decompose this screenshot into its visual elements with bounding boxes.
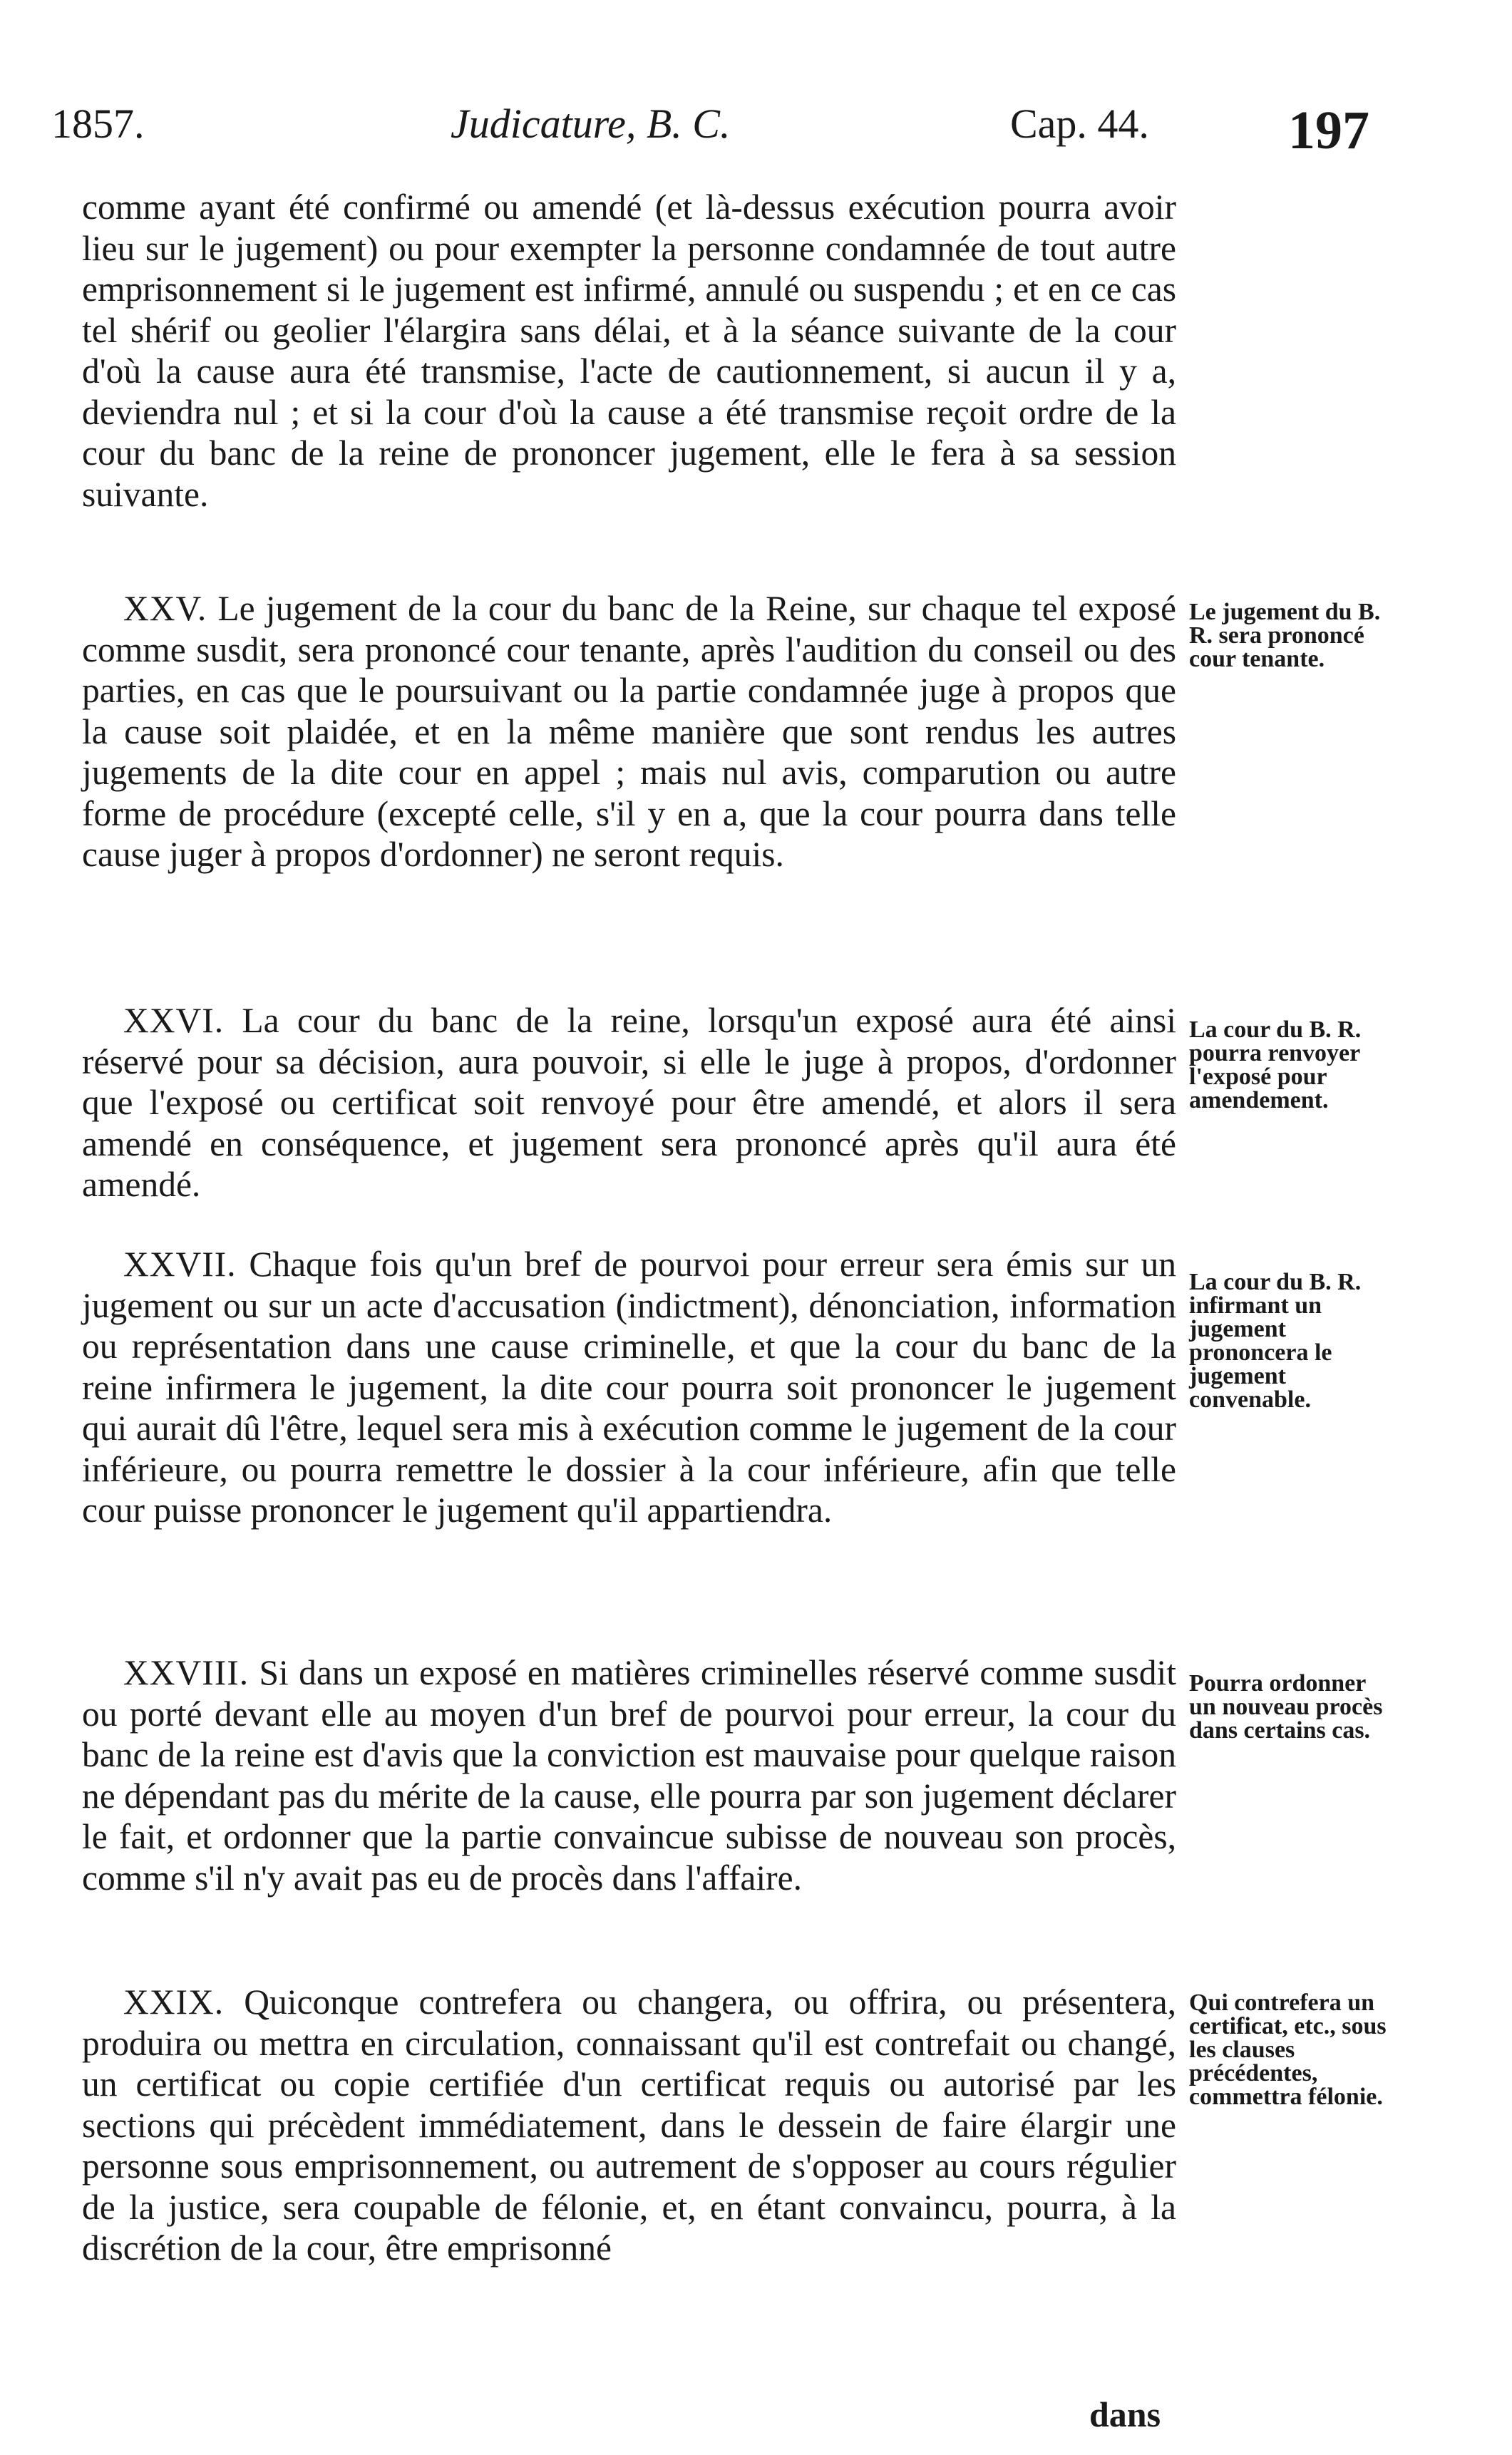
section-text: Chaque fois qu'un bref de pourvoi pour erreur sera émis sur un jugement ou sur un acte d'accusation (indictment), dénonciation, information ou représentation dans une cause criminelle, et que la cour du banc de la reine infirmera le jugement, la dite cour pourra soit prononcer le jugement qui aurait dû l'être, lequel sera mis à exécution comme le jugement de la cour inférieure, ou pourra remettre le dossier à la cour inférieure, afin que telle cour puisse prononcer le jugement qu'il appartiendra. bbox=[82, 1245, 1176, 1530]
page-number: 197 bbox=[1288, 101, 1369, 160]
section-text: Le jugement de la cour du banc de la Reine, sur chaque tel exposé comme susdit, sera prononcé cour tenante, après l'audition du conseil ou des parties, en cas que le poursuivant ou la partie condamnée juge à propos que la cause soit plaidée, et en la même manière que sont rendus les autres jugements de la dite cour en appel ; mais nul avis, comparution ou autre forme de procédure (excepté celle, s'il y en a, que la cour pourra dans telle cause juger à propos d'ordonner) ne seront requis. bbox=[82, 589, 1176, 874]
section-paragraph bbox=[82, 1982, 1176, 2269]
section-xxvii bbox=[82, 1244, 1176, 1531]
continuation-text: comme ayant été confirmé ou amendé (et là-dessus exécution pourra avoir lieu sur le jugement) ou pour exempter la personne condamnée de tout autre emprisonnement si le jugement est infirmé, annulé ou suspendu ; et en ce cas tel shérif ou geolier l'élargira sans délai, et à la séance suivante de la cour d'où la cause aura été transmise, l'acte de cautionnement, si aucun il y a, deviendra nul ; et si la cour d'où la cause a été transmise reçoit ordre de la cour du banc de la reine de prononcer jugement, elle le fera à sa session suivante. bbox=[82, 187, 1176, 514]
catchword: dans bbox=[1089, 2394, 1161, 2434]
section-xxviii bbox=[82, 1652, 1176, 1898]
section-paragraph bbox=[82, 1652, 1176, 1898]
margin-note-xxvi: La cour du B. R. pourra renvoyer l'exposé pour amendement. bbox=[1189, 1017, 1362, 1113]
section-xxvi bbox=[82, 1000, 1176, 1205]
margin-note-xxix: Qui contrefera un certificat, etc., sous les clauses précédentes, commettra félonie. bbox=[1189, 1990, 1387, 2110]
margin-note-xxvii: La cour du B. R. infirmant un jugement prononcera le jugement convenable. bbox=[1189, 1269, 1362, 1413]
section-text: Quiconque contrefera ou changera, ou offrira, ou présentera, produira ou mettra en circulation, connaissant qu'il est contrefait ou changé, un certificat ou copie certifiée d'un certificat requis ou autorisé par les sections qui précèdent immédiatement, dans le dessein de faire élargir une personne sous emprisonnement, ou autrement de s'opposer au cours régulier de la justice, sera coupable de félonie, et, en étant convaincu, pourra, à la discrétion de la cour, être emprisonné bbox=[82, 1982, 1176, 2268]
section-text: Si dans un exposé en matières criminelles réservé comme susdit ou porté devant elle au moyen d'un bref de pourvoi pour erreur, la cour du banc de la reine est d'avis que la conviction est mauvaise pour quelque raison ne dépendant pas du mérite de la cause, elle pourra par son jugement déclarer le fait, et ordonner que la partie convaincue subisse de nouveau son procès, comme s'il n'y avait pas eu de procès dans l'affaire. bbox=[82, 1653, 1177, 1898]
header-year: 1857. bbox=[51, 101, 145, 147]
section-xxix bbox=[82, 1982, 1176, 2269]
running-header bbox=[51, 100, 1395, 164]
section-paragraph bbox=[82, 588, 1176, 875]
section-number: XXVIII. bbox=[123, 1653, 250, 1692]
section-paragraph bbox=[82, 1244, 1176, 1531]
header-title: Judicature, B. C. bbox=[451, 101, 731, 147]
section-number: XXVII. bbox=[123, 1245, 237, 1284]
section-xxv bbox=[82, 588, 1176, 875]
section-text: La cour du banc de la reine, lorsqu'un exposé aura été ainsi réservé pour sa décision, aura pouvoir, si elle le juge à propos, d'ordonner que l'exposé ou certificat soit renvoyé pour être amendé, et alors il sera amendé en conséquence, et jugement sera prononcé après qu'il aura été amendé. bbox=[82, 1001, 1176, 1204]
section-paragraph bbox=[82, 1000, 1176, 1205]
margin-note-xxviii: Pourra ordonner un nouveau procès dans certains cas. bbox=[1189, 1670, 1383, 1744]
continuation-paragraph bbox=[82, 187, 1176, 515]
margin-note-xxv: Le jugement du B. R. sera prononcé cour tenante. bbox=[1189, 599, 1381, 672]
section-number: XXIX. bbox=[123, 1982, 225, 2022]
section-number: XXV. bbox=[123, 589, 207, 628]
section-number: XXVI. bbox=[123, 1001, 225, 1040]
header-chapter: Cap. 44. bbox=[1010, 101, 1149, 147]
